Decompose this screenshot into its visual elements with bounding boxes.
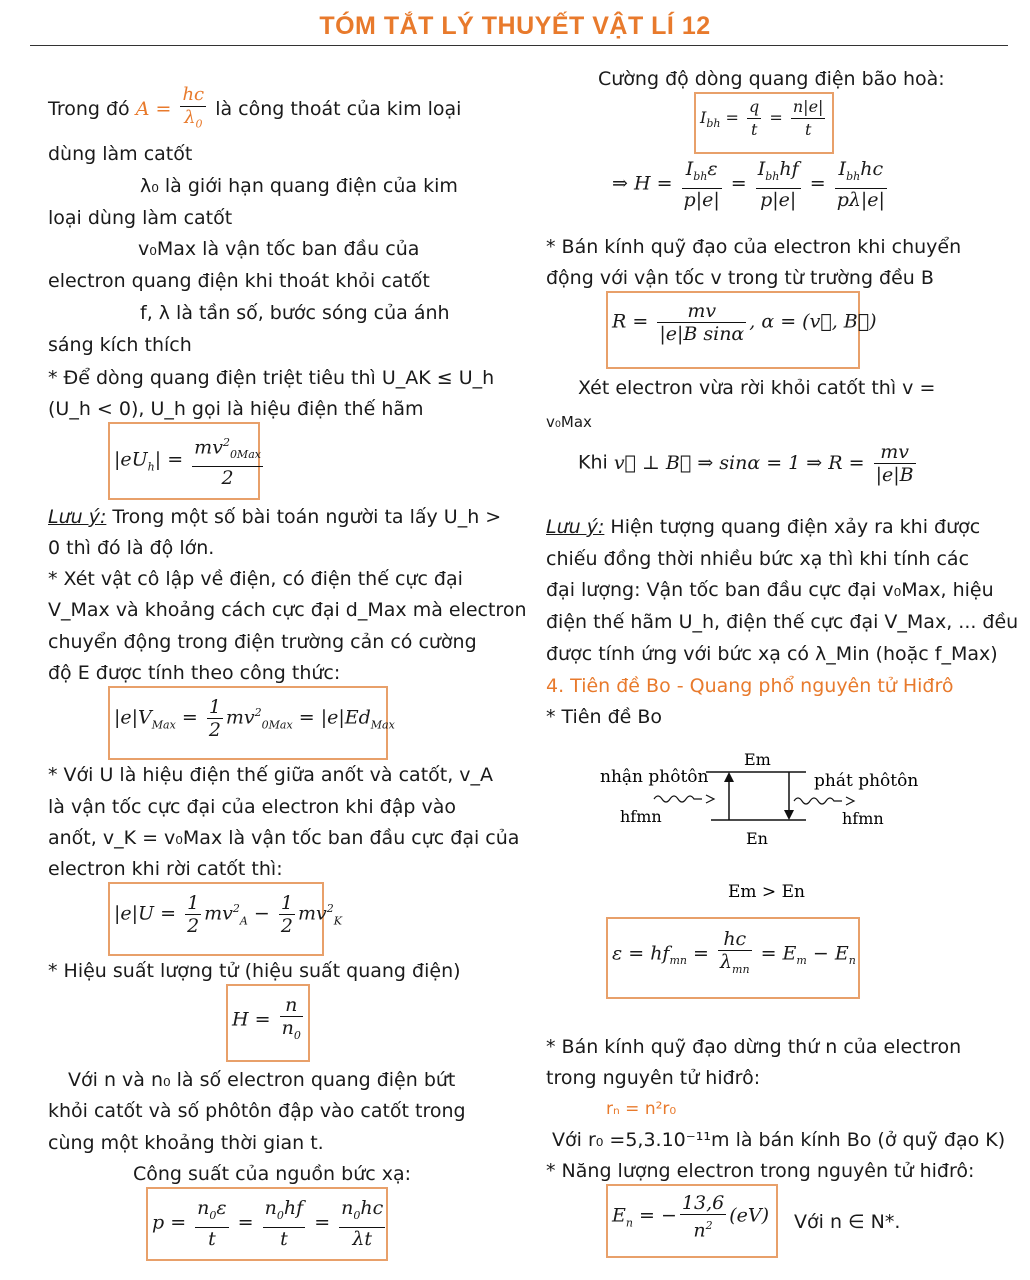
left-line-16: độ E được tính theo công thức:	[48, 662, 341, 684]
left-line-1-pre: Trong đó	[48, 97, 130, 120]
right-line-6-pre: Khi	[578, 451, 608, 474]
right-line-8: chiếu đồng thời nhiều bức xạ thì khi tính các	[546, 548, 970, 570]
formula-orbit-radius-n: rₙ = n²r₀	[606, 1099, 677, 1119]
right-line-6	[578, 441, 919, 486]
left-line-2: dùng làm catốt	[48, 143, 193, 165]
left-line-12: 0 thì đó là độ lớn.	[48, 537, 215, 559]
left-line-10: (U_h < 0), U_h gọi là hiệu điện thế hãm	[48, 398, 424, 420]
left-line-23: khỏi catốt và số phôtôn đập vào catốt trong	[48, 1100, 466, 1122]
left-line-13: * Xét vật cô lập về điện, có điện thế cực đại	[48, 568, 463, 590]
right-line-9: đại lượng: Vận tốc ban đầu cực đại v₀Max, hiệu	[546, 579, 994, 601]
formula-stopping-voltage: $|eU_h|$ = $\frac{mv^2_{0Max}}{2}$	[114, 432, 266, 489]
label-receive-photon: nhận phôtôn	[600, 767, 709, 787]
formula-orbit-radius: R = $\frac{mv}{\text{|e|B sinα}}$ , α = (v⃗, B⃗)	[612, 300, 877, 345]
work-function-formula: A = $\frac{hc}{\lambda_0}$	[135, 84, 205, 131]
left-line-5: v₀Max là vận tốc ban đầu của	[138, 238, 420, 260]
right-note	[546, 515, 980, 539]
left-line-14: V_Max và khoảng cách cực đại d_Max mà electron	[48, 599, 527, 621]
formula-energy-theorem: |e|U = $\frac{1}{2}$ $mv^2_A$ − $\frac{1}{2}$ $mv^2_K$	[114, 892, 342, 937]
formula-efficiency-current: ⇒ H = $\frac{I_{bh}\varepsilon}{p|e|}$ = $\frac{I_{bh}hf}{p|e|}$ = $\frac{I_{bh}hc}{p\lambda|e|}$	[612, 158, 885, 211]
right-line-14: trong nguyên tử hiđrô:	[546, 1067, 761, 1089]
left-line-3: λ₀ là giới hạn quang điện của kim	[140, 175, 458, 197]
formula-max-potential: $|e|V_{Max}$ = $\frac{1}{2}$ $mv^2_{0Max} = |e|Ed_{Max}$	[114, 696, 395, 741]
absorb-arrow-head	[724, 772, 734, 782]
left-line-19: anốt, v_K = v₀Max là vận tốc ban đầu cực đại của	[48, 827, 520, 849]
emit-wave	[794, 798, 842, 804]
absorb-wave-tip	[706, 795, 714, 803]
right-line-1: Cường độ dòng quang điện bão hoà:	[598, 68, 945, 90]
formula-bohr-energy: $\varepsilon = hf_{mn}$ = $\frac{hc}{\lambda_{mn}}$ = $E_m - E_n$	[612, 928, 856, 976]
right-line-12: * Tiên đề Bo	[546, 706, 663, 728]
title-divider	[30, 45, 1008, 46]
left-line-25: Công suất của nguồn bức xạ:	[133, 1163, 412, 1185]
right-line-16: * Năng lượng electron trong nguyên tử hiđrô:	[546, 1160, 975, 1182]
bohr-energy-diagram	[596, 745, 926, 910]
right-line-17: Với n ∈ N*.	[794, 1211, 901, 1233]
right-line-15: Với r₀ =5,3.10⁻¹¹m là bán kính Bo (ở quỹ đạo K)	[552, 1129, 1006, 1151]
left-line-1	[48, 84, 461, 136]
label-hf-absorb: hfmn	[620, 807, 662, 826]
formula-quantum-efficiency: H = $\frac{n}{n_0}$	[232, 994, 301, 1042]
label-em-greater-en: Em > En	[728, 882, 805, 902]
right-line-11: được tính ứng với bức xạ có λ_Min (hoặc f_Max)	[546, 643, 998, 665]
left-line-1-post: là công thoát của kim loại	[215, 97, 462, 120]
left-line-20: electron khi rời catốt thì:	[48, 858, 283, 880]
formula-source-power: p = $\frac{n_0\varepsilon}{t}$ = $\frac{n_0hf}{t}$ = $\frac{n_0hc}{\lambda t}$	[152, 1197, 384, 1250]
label-en: En	[746, 829, 768, 848]
left-line-4: loại dùng làm catốt	[48, 207, 233, 229]
emit-wave-tip	[846, 797, 854, 805]
label-emit-photon: phát phôtôn	[814, 771, 919, 791]
left-note	[48, 505, 501, 529]
right-line-3: động với vận tốc v trong từ trường đều B	[546, 267, 934, 289]
absorb-wave	[654, 796, 702, 802]
label-em: Em	[744, 750, 771, 769]
left-note-label: Lưu ý:	[48, 506, 107, 528]
right-note-text: Hiện tượng quang điện xảy ra khi được	[610, 516, 981, 538]
emit-arrow-head	[784, 810, 794, 820]
formula-hydrogen-energy: $E_n$ = − $\frac{13,6}{n^2}$ (eV)	[612, 1192, 769, 1242]
label-hf-emit: hfmn	[842, 809, 884, 828]
left-line-24: cùng một khoảng thời gian t.	[48, 1132, 324, 1154]
left-line-21: * Hiệu suất lượng tử (hiệu suất quang điện)	[48, 960, 461, 982]
page-title: TÓM TẮT LÝ THUYẾT VẬT LÍ 12	[319, 12, 711, 40]
left-line-15: chuyển động trong điện trường cản có cường	[48, 631, 477, 653]
right-line-13: * Bán kính quỹ đạo dừng thứ n của electron	[546, 1036, 962, 1058]
right-line-5: v₀Max	[546, 413, 592, 431]
left-line-18: là vận tốc cực đại của electron khi đập vào	[48, 796, 456, 818]
left-line-22: Với n và n₀ là số electron quang điện bứt	[68, 1069, 456, 1091]
left-line-7: f, λ là tần số, bước sóng của ánh	[140, 302, 450, 324]
formula-saturation-current: $I_{bh}$ = $\frac{q}{t}$ = $\frac{n|e|}{t}$	[700, 97, 824, 139]
left-line-9: * Để dòng quang điện triệt tiêu thì U_AK ≤ U_h	[48, 367, 495, 389]
section-heading-bohr: 4. Tiên đề Bo - Quang phổ nguyên tử Hiđrô	[546, 675, 954, 697]
right-note-label: Lưu ý:	[546, 516, 605, 538]
right-line-10: điện thế hãm U_h, điện thế cực đại V_Max, ... đều	[546, 611, 1019, 633]
right-line-2: * Bán kính quỹ đạo của electron khi chuyển	[546, 236, 962, 258]
formula-perpendicular: v⃗ ⊥ B⃗ ⇒ sinα = 1 ⇒ R = $\frac{mv}{|e|B}$	[613, 441, 914, 486]
left-note-text: Trong một số bài toán người ta lấy U_h >	[112, 506, 502, 528]
left-line-17: * Với U là hiệu điện thế giữa anốt và catốt, v_A	[48, 764, 494, 786]
left-line-8: sáng kích thích	[48, 334, 192, 356]
left-line-6: electron quang điện khi thoát khỏi catốt	[48, 270, 430, 292]
right-line-4: Xét electron vừa rời khỏi catốt thì v =	[578, 377, 936, 399]
